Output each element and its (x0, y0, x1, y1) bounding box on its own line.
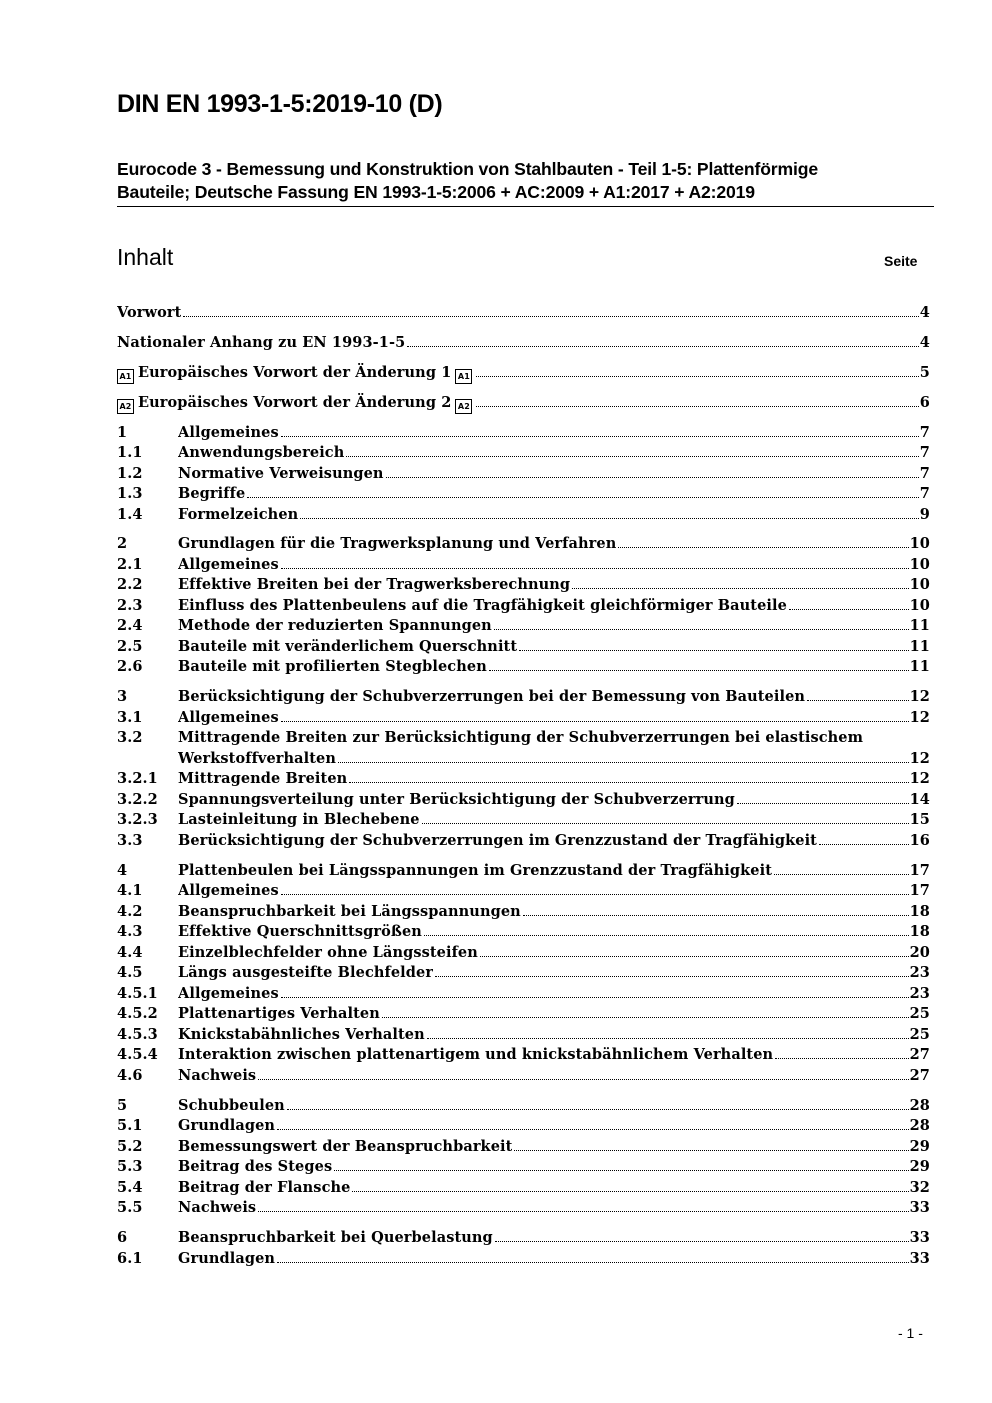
toc-entry-title: Schubbeulen (178, 1096, 285, 1114)
dot-leader (281, 997, 909, 998)
toc-entry-title: Europäisches Vorwort der Änderung 2 (138, 393, 452, 411)
dot-leader (789, 609, 909, 610)
toc-entry-page: 11 (909, 637, 930, 655)
toc-entry-title: Knickstabähnliches Verhalten (178, 1025, 425, 1043)
dot-leader (258, 1211, 908, 1212)
toc-entry[interactable] (117, 616, 930, 637)
toc-entry-number: 2.2 (117, 576, 143, 594)
toc-entry-page: 7 (919, 464, 930, 482)
toc-entry-page: 28 (909, 1096, 930, 1114)
toc-entry-number: 3.2.3 (117, 811, 158, 829)
toc-entry-number: 4.5.2 (117, 1005, 158, 1023)
toc-entry-number: 2.6 (117, 658, 143, 676)
toc-entry-page: 4 (919, 304, 930, 321)
toc-entry[interactable] (117, 443, 930, 464)
toc-entry[interactable] (117, 1249, 930, 1270)
toc-entry-title-group (117, 363, 474, 384)
toc-entry-number: 1.1 (117, 444, 143, 462)
toc-entry-number: 4.1 (117, 882, 143, 900)
toc-entry[interactable] (117, 728, 930, 749)
dot-leader (489, 670, 909, 671)
toc-entry-number: 4.5.3 (117, 1025, 158, 1043)
toc-entry-page: 10 (909, 535, 930, 553)
toc-entry-number: 3 (117, 688, 128, 706)
dot-leader (281, 721, 909, 722)
toc-entry-page: 29 (909, 1137, 930, 1155)
toc-entry[interactable] (117, 575, 930, 596)
toc-entry-number: 5.4 (117, 1178, 143, 1196)
toc-entry-number: 4 (117, 861, 128, 879)
toc-entry-title: Berücksichtigung der Schubverzerrungen im Grenzzustand der Tragfähigkeit (178, 831, 817, 849)
dot-leader (247, 497, 919, 498)
toc-entry-number: 4.5.1 (117, 984, 158, 1002)
document-title-line-2: Bauteile; Deutsche Fassung EN 1993-1-5:2006 + AC:2009 + A1:2017 + A2:2019 (117, 182, 755, 202)
toc-entry[interactable] (117, 555, 930, 576)
amendment-a2-end-icon: A2 (455, 399, 472, 414)
toc-entry[interactable] (117, 393, 930, 414)
toc-entry[interactable] (117, 861, 930, 882)
toc-entry-number: 3.2.2 (117, 790, 158, 808)
toc-entry-page: 7 (919, 423, 930, 441)
toc-entry-title: Begriffe (178, 485, 246, 503)
toc-entry-title: Nachweis (178, 1199, 257, 1217)
toc-entry[interactable] (117, 657, 930, 678)
toc-entry-page: 25 (909, 1005, 930, 1023)
toc-entry-page: 12 (909, 749, 930, 767)
toc-entry-title: Europäisches Vorwort der Änderung 1 (138, 363, 452, 381)
dot-leader (386, 477, 919, 478)
toc-entry-page: 11 (909, 658, 930, 676)
toc-entry-title: Grundlagen für die Tragwerksplanung und Verfahren (178, 535, 617, 553)
toc-entry-page: 12 (909, 770, 930, 788)
document-id: DIN EN 1993-1-5:2019-10 (D) (117, 90, 443, 118)
toc-entry-title: Beitrag der Flansche (178, 1178, 351, 1196)
dot-leader (338, 762, 909, 763)
toc-entry-title: Spannungsverteilung unter Berücksichtigung der Schubverzerrung (178, 790, 735, 808)
toc-entry-number: 4.4 (117, 943, 143, 961)
toc-entry-page: 14 (909, 790, 930, 808)
toc-entry-title: Interaktion zwischen plattenartigem und knickstabähnlichem Verhalten (178, 1046, 774, 1064)
toc-entry-number: 2.3 (117, 596, 143, 614)
toc-entry-page: 18 (909, 902, 930, 920)
toc-entry-page: 9 (919, 505, 930, 523)
toc-entry-page: 10 (909, 555, 930, 573)
dot-leader (774, 874, 909, 875)
dot-leader (495, 1241, 909, 1242)
dot-leader (476, 406, 918, 407)
toc-entry[interactable] (117, 505, 930, 526)
dot-leader (572, 588, 908, 589)
toc-entry-page: 17 (909, 861, 930, 879)
toc-entry-page: 23 (909, 964, 930, 982)
toc-entry-number: 5 (117, 1096, 128, 1114)
dot-leader (494, 629, 909, 630)
toc-entry-number: 1.3 (117, 485, 143, 503)
toc-entry-title: Allgemeines (178, 555, 279, 573)
toc-entry-title-group (117, 393, 474, 414)
dot-leader (819, 844, 909, 845)
toc-entry-title: Längs ausgesteifte Blechfelder (178, 964, 434, 982)
toc-entry[interactable] (117, 1157, 930, 1178)
amendment-a1-end-icon: A1 (455, 369, 472, 384)
toc-entry-page: 5 (919, 363, 930, 381)
toc-entry-continuation[interactable] (117, 749, 930, 770)
toc-entry[interactable] (117, 687, 930, 708)
dot-leader (407, 346, 919, 347)
toc-entry-title: Mittragende Breiten zur Berücksichtigung der Schubverzerrungen bei elastischem (178, 729, 864, 747)
toc-entry[interactable] (117, 1178, 930, 1199)
dot-leader (435, 976, 909, 977)
toc-entry[interactable] (117, 534, 930, 555)
page-column-heading: Seite (884, 253, 918, 269)
dot-leader (277, 1262, 909, 1263)
toc-entry[interactable] (117, 464, 930, 485)
dot-leader (281, 568, 909, 569)
toc-entry-title: Plattenartiges Verhalten (178, 1005, 380, 1023)
dot-leader (523, 915, 909, 916)
toc-entry-title: Mittragende Breiten (178, 770, 348, 788)
document-title (117, 158, 932, 204)
contents-heading: Inhalt (117, 244, 174, 270)
toc-entry-page: 17 (909, 882, 930, 900)
dot-leader (382, 1017, 909, 1018)
toc-entry-number: 2 (117, 535, 128, 553)
toc-entry-number: 5.5 (117, 1199, 143, 1217)
dot-leader (281, 894, 909, 895)
toc-entry[interactable] (117, 984, 930, 1005)
toc-entry-title: Grundlagen (178, 1249, 276, 1267)
toc-entry-number: 6 (117, 1229, 128, 1247)
toc-entry-page: 12 (909, 708, 930, 726)
toc-entry[interactable] (117, 922, 930, 943)
toc-entry-page: 20 (909, 943, 930, 961)
toc-entry-number: 4.6 (117, 1066, 143, 1084)
toc-entry[interactable] (117, 943, 930, 964)
toc-entry[interactable] (117, 1066, 930, 1087)
toc-entry-number: 3.3 (117, 831, 143, 849)
toc-entry[interactable] (117, 963, 930, 984)
table-of-contents (117, 303, 930, 1269)
toc-entry-page: 23 (909, 984, 930, 1002)
toc-entry-number: 4.5 (117, 964, 143, 982)
toc-entry-number: 5.2 (117, 1137, 143, 1155)
dot-leader (427, 1038, 909, 1039)
toc-entry[interactable] (117, 423, 930, 444)
toc-entry-title: Effektive Querschnittsgrößen (178, 923, 422, 941)
toc-entry-number: 1.4 (117, 505, 143, 523)
toc-entry-title: Methode der reduzierten Spannungen (178, 617, 492, 635)
toc-entry-page: 27 (909, 1046, 930, 1064)
document-title-line-1: Eurocode 3 - Bemessung und Konstruktion von Stahlbauten - Teil 1-5: Plattenförmige (117, 159, 818, 179)
toc-entry-title: Lasteinleitung in Blechebene (178, 811, 420, 829)
toc-entry[interactable] (117, 333, 930, 354)
toc-entry-page: 11 (909, 617, 930, 635)
toc-entry[interactable] (117, 769, 930, 790)
dot-leader (346, 456, 918, 457)
toc-entry-number: 5.1 (117, 1117, 143, 1135)
toc-entry-number: 6.1 (117, 1249, 143, 1267)
dot-leader (422, 823, 909, 824)
dot-leader (352, 1191, 908, 1192)
toc-entry[interactable] (117, 1096, 930, 1117)
toc-entry[interactable] (117, 637, 930, 658)
toc-entry-title: Grundlagen (178, 1117, 276, 1135)
toc-entry-number: 2.1 (117, 555, 143, 573)
toc-entry-page: 33 (909, 1199, 930, 1217)
title-divider (117, 206, 934, 207)
dot-leader (183, 316, 918, 317)
toc-entry-page: 33 (909, 1249, 930, 1267)
toc-entry-title: Beanspruchbarkeit bei Längsspannungen (178, 902, 521, 920)
toc-entry-title: Bemessungswert der Beanspruchbarkeit (178, 1137, 513, 1155)
toc-entry[interactable] (117, 363, 930, 384)
toc-entry-page: 15 (909, 811, 930, 829)
dot-leader (287, 1109, 909, 1110)
toc-entry-page: 32 (909, 1178, 930, 1196)
toc-entry-page: 7 (919, 485, 930, 503)
toc-entry-title: Nationaler Anhang zu EN 1993-1-5 (117, 333, 406, 351)
toc-entry-number: 2.4 (117, 617, 143, 635)
toc-entry[interactable] (117, 708, 930, 729)
dot-leader (807, 700, 909, 701)
dot-leader (334, 1170, 908, 1171)
toc-entry-title: Beitrag des Steges (178, 1158, 333, 1176)
toc-entry[interactable] (117, 1025, 930, 1046)
toc-entry[interactable] (117, 1004, 930, 1025)
toc-entry[interactable] (117, 1045, 930, 1066)
amendment-a2-start-icon: A2 (117, 399, 134, 414)
toc-entry-page: 18 (909, 923, 930, 941)
toc-entry-page: 27 (909, 1066, 930, 1084)
toc-entry-title: Normative Verweisungen (178, 464, 384, 482)
dot-leader (519, 650, 908, 651)
toc-entry-title: Berücksichtigung der Schubverzerrungen bei der Bemessung von Bauteilen (178, 688, 806, 706)
toc-entry-page: 33 (909, 1229, 930, 1247)
dot-leader (277, 1129, 909, 1130)
page-number: - 1 - (898, 1325, 923, 1341)
toc-entry[interactable] (117, 596, 930, 617)
toc-entry-title-continuation: Werkstoffverhalten (178, 749, 337, 767)
toc-entry-number: 3.2 (117, 729, 143, 747)
toc-entry-page: 7 (919, 444, 930, 462)
toc-entry-title: Allgemeines (178, 984, 279, 1002)
dot-leader (775, 1058, 908, 1059)
toc-entry[interactable] (117, 1198, 930, 1219)
toc-entry-page: 6 (919, 393, 930, 411)
toc-entry-page: 29 (909, 1158, 930, 1176)
dot-leader (258, 1079, 908, 1080)
toc-entry-title: Bauteile mit profilierten Stegblechen (178, 658, 487, 676)
toc-entry-page: 10 (909, 596, 930, 614)
toc-entry-number: 4.3 (117, 923, 143, 941)
toc-entry[interactable] (117, 881, 930, 902)
toc-entry-number: 4.5.4 (117, 1046, 158, 1064)
dot-leader (476, 376, 918, 377)
toc-entry-page: 25 (909, 1025, 930, 1043)
toc-entry-title: Vorwort (117, 304, 182, 321)
toc-entry-title: Effektive Breiten bei der Tragwerksberechnung (178, 576, 571, 594)
toc-entry-page: 4 (919, 333, 930, 351)
toc-entry[interactable] (117, 831, 930, 852)
dot-leader (618, 547, 908, 548)
toc-entry[interactable] (117, 810, 930, 831)
dot-leader (300, 518, 919, 519)
toc-entry-title: Allgemeines (178, 423, 279, 441)
toc-entry-number: 3.2.1 (117, 770, 158, 788)
toc-entry-title: Einzelblechfelder ohne Längssteifen (178, 943, 478, 961)
dot-leader (349, 782, 908, 783)
toc-entry-page: 28 (909, 1117, 930, 1135)
toc-entry[interactable] (117, 1228, 930, 1249)
dot-leader (424, 935, 909, 936)
dot-leader (281, 436, 919, 437)
toc-entry-page: 12 (909, 688, 930, 706)
toc-entry-title: Allgemeines (178, 708, 279, 726)
toc-entry-number: 2.5 (117, 637, 143, 655)
toc-entry-title: Plattenbeulen bei Längsspannungen im Grenzzustand der Tragfähigkeit (178, 861, 773, 879)
toc-entry-page: 16 (909, 831, 930, 849)
toc-entry-number: 5.3 (117, 1158, 143, 1176)
toc-entry-number: 1 (117, 423, 128, 441)
toc-entry[interactable] (117, 1116, 930, 1137)
toc-entry-page: 10 (909, 576, 930, 594)
toc-entry[interactable] (117, 484, 930, 505)
toc-entry-number: 4.2 (117, 902, 143, 920)
toc-entry-title: Allgemeines (178, 882, 279, 900)
dot-leader (514, 1150, 908, 1151)
toc-entry[interactable] (117, 1137, 930, 1158)
toc-entry-title: Beanspruchbarkeit bei Querbelastung (178, 1229, 493, 1247)
amendment-a1-start-icon: A1 (117, 369, 134, 384)
toc-entry[interactable] (117, 303, 930, 324)
toc-entry[interactable] (117, 902, 930, 923)
toc-entry-number: 1.2 (117, 464, 143, 482)
dot-leader (480, 956, 909, 957)
toc-entry-title: Einfluss des Plattenbeulens auf die Tragfähigkeit gleichförmiger Bauteile (178, 596, 787, 614)
toc-entry-title: Nachweis (178, 1066, 257, 1084)
toc-entry[interactable] (117, 790, 930, 811)
dot-leader (737, 803, 909, 804)
toc-entry-title: Anwendungsbereich (178, 444, 345, 462)
toc-entry-number: 3.1 (117, 708, 143, 726)
toc-entry-title: Formelzeichen (178, 505, 299, 523)
toc-entry-title: Bauteile mit veränderlichem Querschnitt (178, 637, 518, 655)
